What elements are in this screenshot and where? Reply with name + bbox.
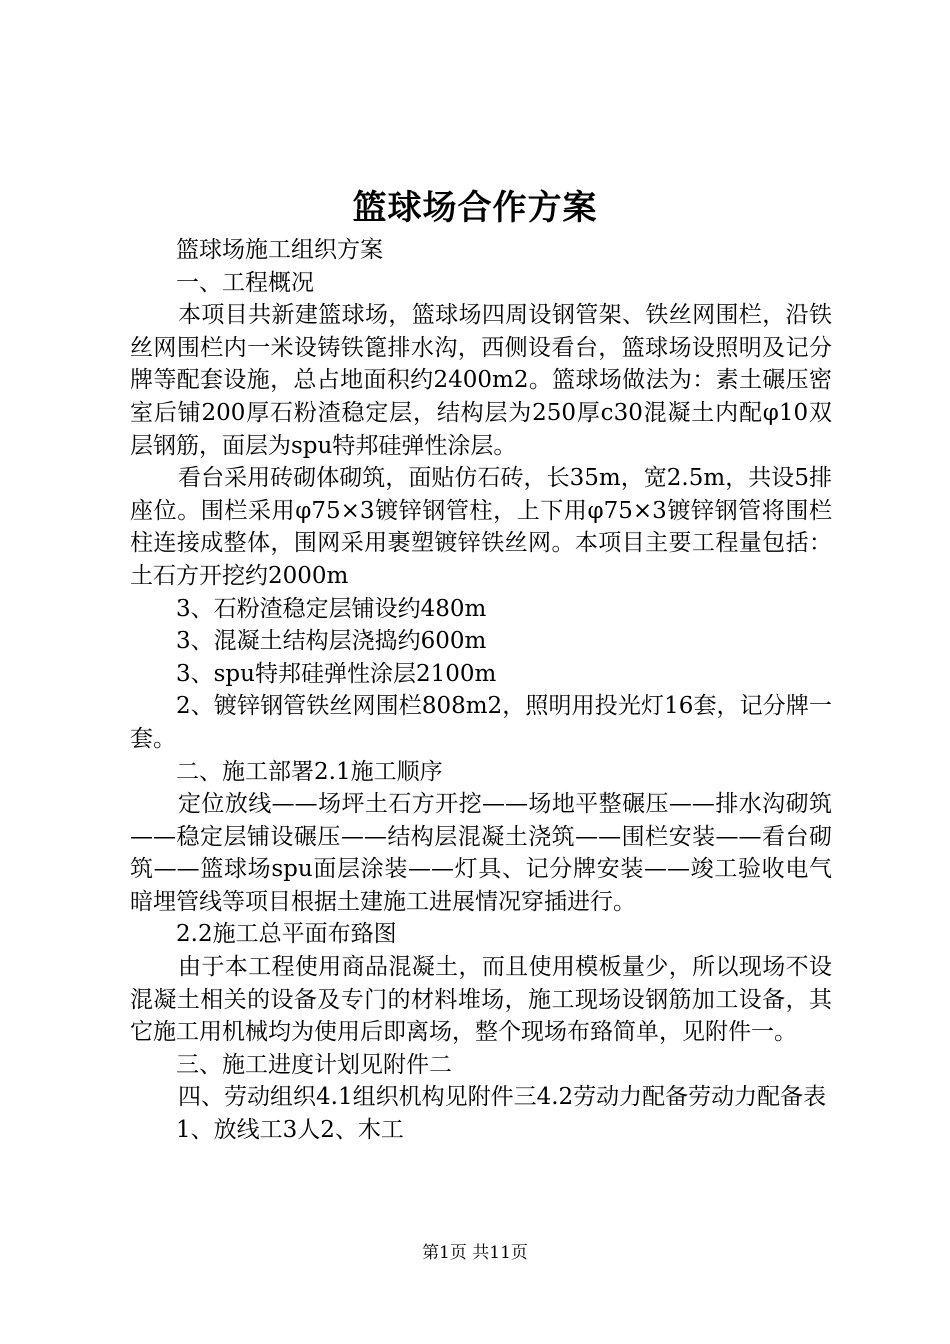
paragraph-subtitle: 篮球场施工组织方案 [176, 237, 383, 263]
heading-layout: 2.2施工总平面布臵图 [176, 921, 397, 948]
paragraph: 看台采用砖砌体砌筑，面贴仿石砖，长35m，宽2.5m，共设5排座位。围栏采用φ75×3镀锌钢管柱，上下用φ75×3镀锌钢管将围栏柱连接成整体，围网采用裹塑镀锌铁丝网。本项目主要工程量包括：土石方开挖约2000m [130, 465, 832, 589]
heading-schedule: 三、施工进度计划见附件二 [176, 1051, 452, 1078]
paragraph: 本项目共新建篮球场，篮球场四周设钢管架、铁丝网围栏，沿铁丝网围栏内一米设铸铁篦排水沟，西侧设看台，篮球场设照明及记分牌等配套设施，总占地面积约2400m2。篮球场做法为：素土碾压密室后铺200厚石粉渣稳定层，结构层为250厚c30混凝土内配φ10双层钢筋，面层为spu特邦硅弹性涂层。 [130, 302, 832, 459]
document-title: 篮球场合作方案 [352, 188, 598, 228]
document-body [130, 234, 832, 1147]
paragraph: 3、石粉渣稳定层铺设约480m [176, 595, 487, 622]
paragraph: 定位放线——场坪土石方开挖——场地平整碾压——排水沟砌筑——稳定层铺设碾压——结构层混凝土浇筑——围栏安装——看台砌筑——篮球场spu面层涂装——灯具、记分牌安装——竣工验收电气暗埋管线等项目根据土建施工进展情况穿插进行。 [130, 791, 832, 915]
paragraph: 由于本工程使用商品混凝土，而且使用模板量少，所以现场不设混凝土相关的设备及专门的材料堆场，施工现场设钢筋加工设备，其它施工用机械均为使用后即离场，整个现场布臵简单，见附件一。 [130, 954, 832, 1046]
heading-overview: 一、工程概况 [176, 269, 314, 296]
heading-deployment: 二、施工部署2.1施工顺序 [176, 758, 443, 785]
paragraph: 1、放线工3人2、木工 [176, 1117, 404, 1144]
paragraph: 3、spu特邦硅弹性涂层2100m [176, 660, 497, 687]
paragraph: 3、混凝土结构层浇捣约600m [176, 628, 487, 655]
page-footer: 第1页 共11页 [422, 1243, 528, 1263]
paragraph: 2、镀锌钢管铁丝网围栏808m2，照明用投光灯16套，记分牌一套。 [130, 693, 832, 752]
heading-labor: 四、劳动组织4.1组织机构见附件三4.2劳动力配备劳动力配备表 [178, 1084, 827, 1111]
